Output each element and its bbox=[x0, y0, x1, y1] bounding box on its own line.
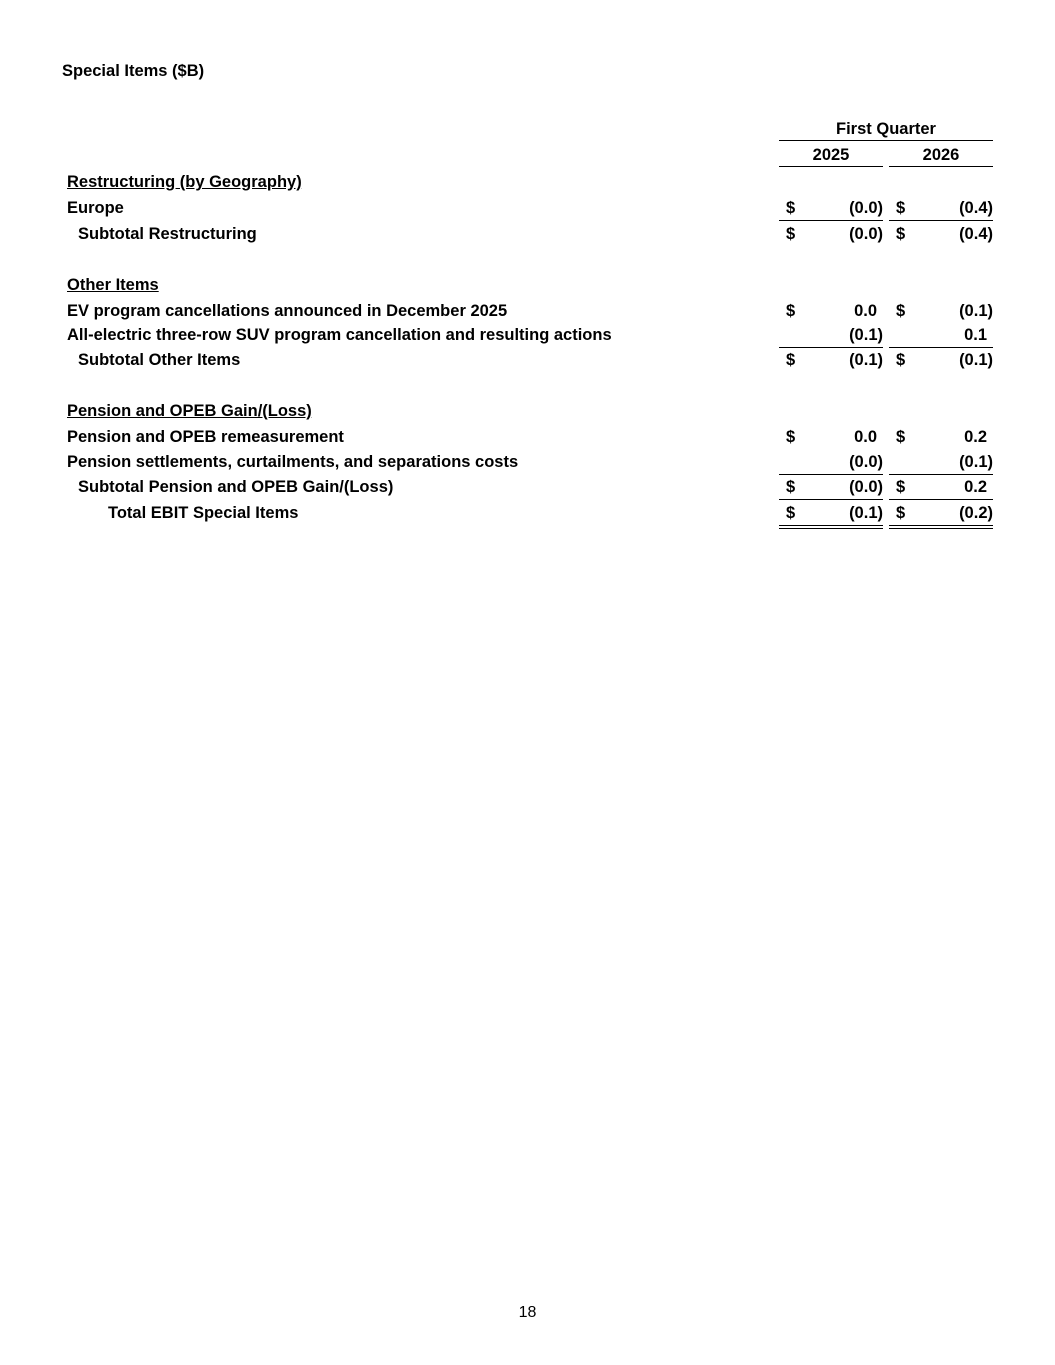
value-cell-2025 bbox=[779, 350, 883, 372]
value-cell-2026 bbox=[889, 325, 993, 348]
row-label: Pension and OPEB remeasurement bbox=[67, 428, 344, 446]
row-label: Subtotal Restructuring bbox=[78, 225, 257, 243]
value-cell-2025 bbox=[779, 224, 883, 246]
currency-symbol: $ bbox=[786, 478, 796, 496]
cell-value: 0.0 bbox=[854, 302, 877, 320]
cell-value: 0.2 bbox=[964, 478, 987, 496]
value-cell-2025 bbox=[779, 198, 883, 221]
value-cell-2025 bbox=[779, 301, 883, 323]
cell-value: (0.1) bbox=[849, 351, 883, 369]
cell-value: 0.0 bbox=[854, 428, 877, 446]
value-cell-2026 bbox=[889, 452, 993, 475]
table-row bbox=[0, 427, 1055, 453]
page-number: 18 bbox=[518, 1304, 537, 1321]
value-cell-2026 bbox=[889, 427, 993, 449]
value-cell-2025 bbox=[779, 503, 883, 529]
row-label: EV program cancellations announced in December 2025 bbox=[67, 302, 508, 320]
cell-value: 0.2 bbox=[964, 428, 987, 446]
table-row bbox=[0, 477, 1055, 503]
currency-symbol: $ bbox=[786, 225, 796, 243]
currency-symbol: $ bbox=[786, 302, 796, 320]
period-header-rule bbox=[779, 140, 993, 141]
cell-value: (0.1) bbox=[959, 351, 993, 369]
table-row bbox=[0, 325, 1055, 351]
currency-symbol: $ bbox=[896, 504, 906, 522]
cell-value: 0.1 bbox=[964, 326, 987, 344]
currency-symbol: $ bbox=[786, 504, 796, 522]
currency-symbol: $ bbox=[896, 428, 906, 446]
cell-value: (0.1) bbox=[959, 453, 993, 471]
year-header-2025: 2025 bbox=[812, 146, 850, 164]
period-header: First Quarter bbox=[836, 120, 936, 138]
value-cell-2026 bbox=[889, 198, 993, 221]
table-row bbox=[0, 198, 1055, 224]
value-cell-2025 bbox=[779, 325, 883, 348]
value-cell-2025 bbox=[779, 427, 883, 449]
row-label: All-electric three-row SUV program cancellation and resulting actions bbox=[67, 326, 612, 344]
cell-value: (0.2) bbox=[959, 504, 993, 522]
table-row bbox=[0, 503, 1055, 529]
row-label: Pension settlements, curtailments, and separations costs bbox=[67, 453, 519, 471]
cell-value: (0.0) bbox=[849, 453, 883, 471]
row-label: Total EBIT Special Items bbox=[108, 504, 299, 522]
year-header-2026: 2026 bbox=[922, 146, 960, 164]
row-label: Subtotal Pension and OPEB Gain/(Loss) bbox=[78, 478, 394, 496]
currency-symbol: $ bbox=[896, 302, 906, 320]
currency-symbol: $ bbox=[786, 351, 796, 369]
section-header: Restructuring (by Geography) bbox=[67, 173, 302, 191]
year-header-2025-rule bbox=[779, 166, 883, 167]
cell-value: (0.4) bbox=[959, 225, 993, 243]
section-header-row bbox=[0, 401, 1055, 427]
page-title: Special Items ($B) bbox=[62, 62, 205, 80]
currency-symbol: $ bbox=[786, 199, 796, 217]
value-cell-2026 bbox=[889, 301, 993, 323]
section-header-row bbox=[0, 275, 1055, 301]
cell-value: (0.0) bbox=[849, 199, 883, 217]
value-cell-2026 bbox=[889, 350, 993, 372]
table-row bbox=[0, 452, 1055, 478]
table-row bbox=[0, 301, 1055, 327]
section-header: Pension and OPEB Gain/(Loss) bbox=[67, 402, 312, 420]
value-cell-2026 bbox=[889, 224, 993, 246]
row-label: Subtotal Other Items bbox=[78, 351, 241, 369]
section-header: Other Items bbox=[67, 276, 159, 294]
table-row bbox=[0, 350, 1055, 376]
cell-value: (0.1) bbox=[959, 302, 993, 320]
year-header-2026-rule bbox=[889, 166, 993, 167]
value-cell-2025 bbox=[779, 477, 883, 500]
value-cell-2026 bbox=[889, 503, 993, 529]
value-cell-2025 bbox=[779, 452, 883, 475]
section-header-row bbox=[0, 172, 1055, 198]
currency-symbol: $ bbox=[896, 199, 906, 217]
cell-value: (0.1) bbox=[849, 504, 883, 522]
cell-value: (0.1) bbox=[849, 326, 883, 344]
cell-value: (0.0) bbox=[849, 225, 883, 243]
currency-symbol: $ bbox=[896, 225, 906, 243]
currency-symbol: $ bbox=[896, 478, 906, 496]
cell-value: (0.4) bbox=[959, 199, 993, 217]
currency-symbol: $ bbox=[786, 428, 796, 446]
table-row bbox=[0, 224, 1055, 250]
row-label: Europe bbox=[67, 199, 124, 217]
value-cell-2026 bbox=[889, 477, 993, 500]
cell-value: (0.0) bbox=[849, 478, 883, 496]
currency-symbol: $ bbox=[896, 351, 906, 369]
